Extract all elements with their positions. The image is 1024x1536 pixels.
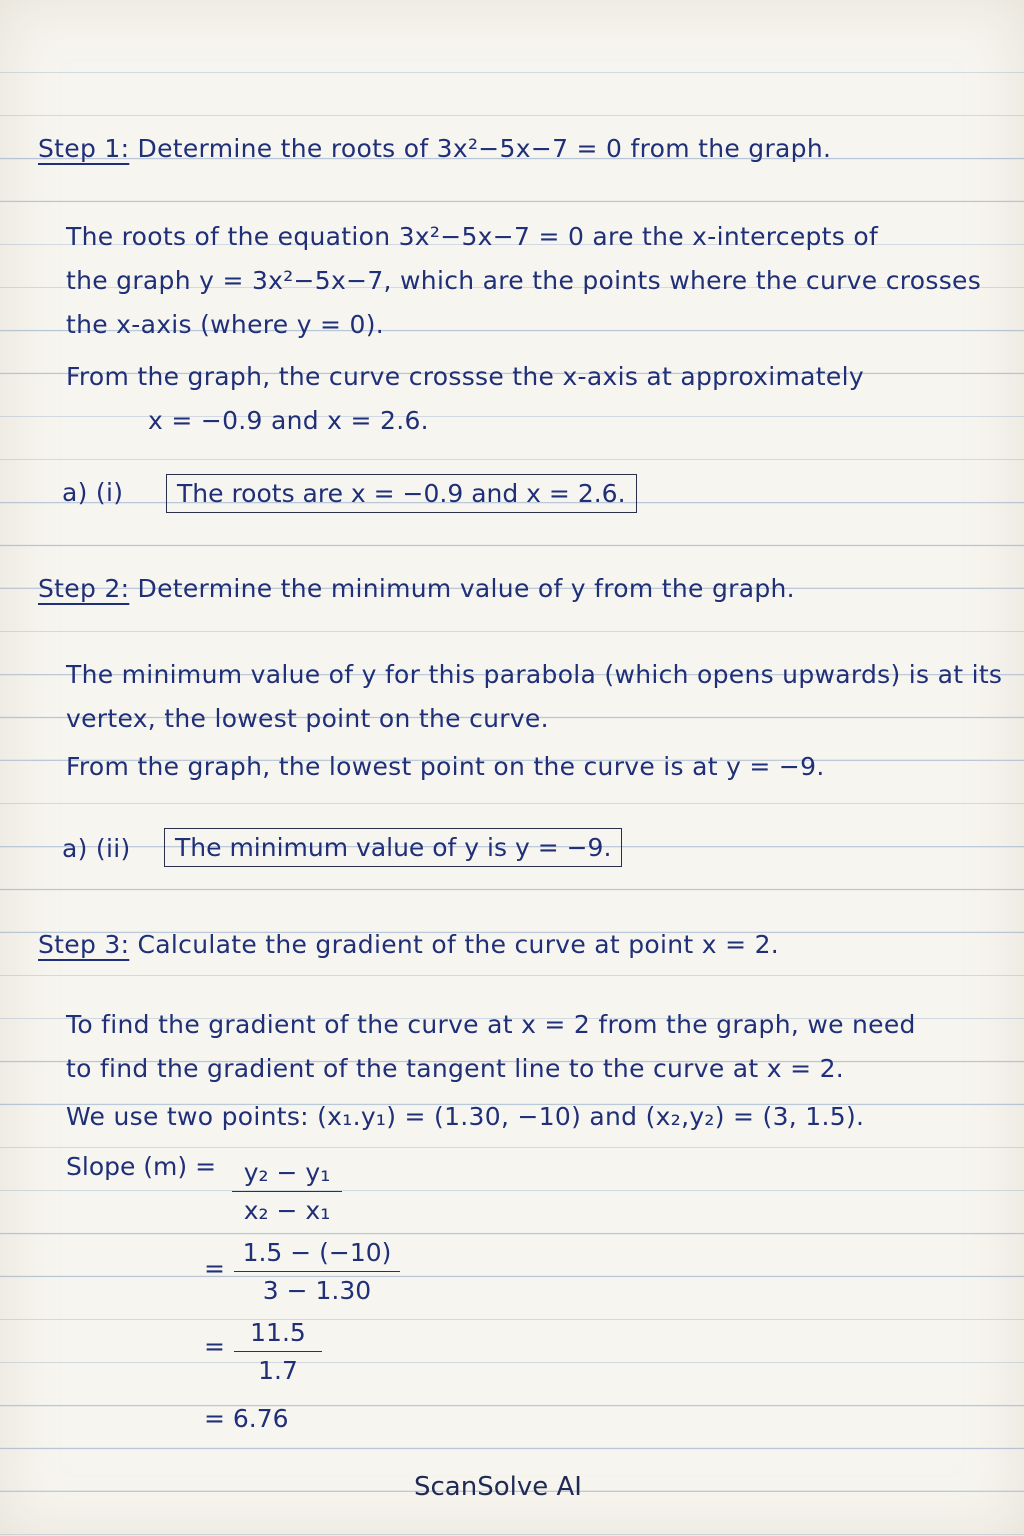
fraction-numerator: 1.5 − (−10) <box>234 1238 400 1272</box>
step2-text: vertex, the lowest point on the curve. <box>66 704 549 733</box>
equals-sign: = <box>204 1332 225 1361</box>
step3-text: We use two points: (x₁.y₁) = (1.30, −10) and (x₂,y₂) = (3, 1.5). <box>66 1102 865 1131</box>
step1-text: the graph y = 3x²−5x−7, which are the points where the curve crosses <box>66 266 982 295</box>
step1-heading-line <box>38 134 831 163</box>
step1-answer-label: a) (i) <box>62 478 124 507</box>
step1-heading: Determine the roots of 3x²−5x−7 = 0 from the graph. <box>137 134 832 163</box>
step1-text: the x-axis (where y = 0). <box>66 310 385 339</box>
step2-text: The minimum value of y for this parabola (which opens upwards) is at its <box>66 660 1003 689</box>
step2-text: From the graph, the lowest point on the curve is at y = −9. <box>66 752 825 781</box>
step1-text: x = −0.9 and x = 2.6. <box>148 406 429 435</box>
step2-heading: Determine the minimum value of y from the graph. <box>137 574 795 603</box>
step1-text: From the graph, the curve crossse the x-axis at approximately <box>66 362 864 391</box>
step1-answer-box: The roots are x = −0.9 and x = 2.6. <box>166 474 637 513</box>
slope-fraction-3 <box>234 1318 322 1385</box>
equals-sign: = <box>204 1254 225 1283</box>
footer-brand: ScanSolve AI <box>414 1472 582 1502</box>
slope-label: Slope (m) = <box>66 1152 217 1181</box>
step2-label: Step 2: <box>38 574 130 603</box>
step3-label: Step 3: <box>38 930 130 959</box>
step3-heading-line <box>38 930 779 959</box>
step2-heading-line <box>38 574 795 603</box>
fraction-numerator: y₂ − y₁ <box>232 1158 342 1192</box>
step2-answer-label: a) (ii) <box>62 834 131 863</box>
fraction-denominator: x₂ − x₁ <box>243 1196 331 1225</box>
fraction-denominator: 3 − 1.30 <box>262 1276 372 1305</box>
fraction-denominator: 1.7 <box>258 1356 298 1385</box>
slope-fraction-1 <box>232 1158 342 1225</box>
step3-heading: Calculate the gradient of the curve at point x = 2. <box>137 930 780 959</box>
step2-answer-box: The minimum value of y is y = −9. <box>164 828 622 867</box>
slope-fraction-2 <box>234 1238 400 1305</box>
step1-text: The roots of the equation 3x²−5x−7 = 0 are the x-intercepts of <box>66 222 879 251</box>
step3-text: to find the gradient of the tangent line to the curve at x = 2. <box>66 1054 845 1083</box>
slope-result: = 6.76 <box>204 1404 289 1433</box>
fraction-numerator: 11.5 <box>234 1318 322 1352</box>
step1-label: Step 1: <box>38 134 130 163</box>
step3-text: To find the gradient of the curve at x = 2 from the graph, we need <box>66 1010 916 1039</box>
